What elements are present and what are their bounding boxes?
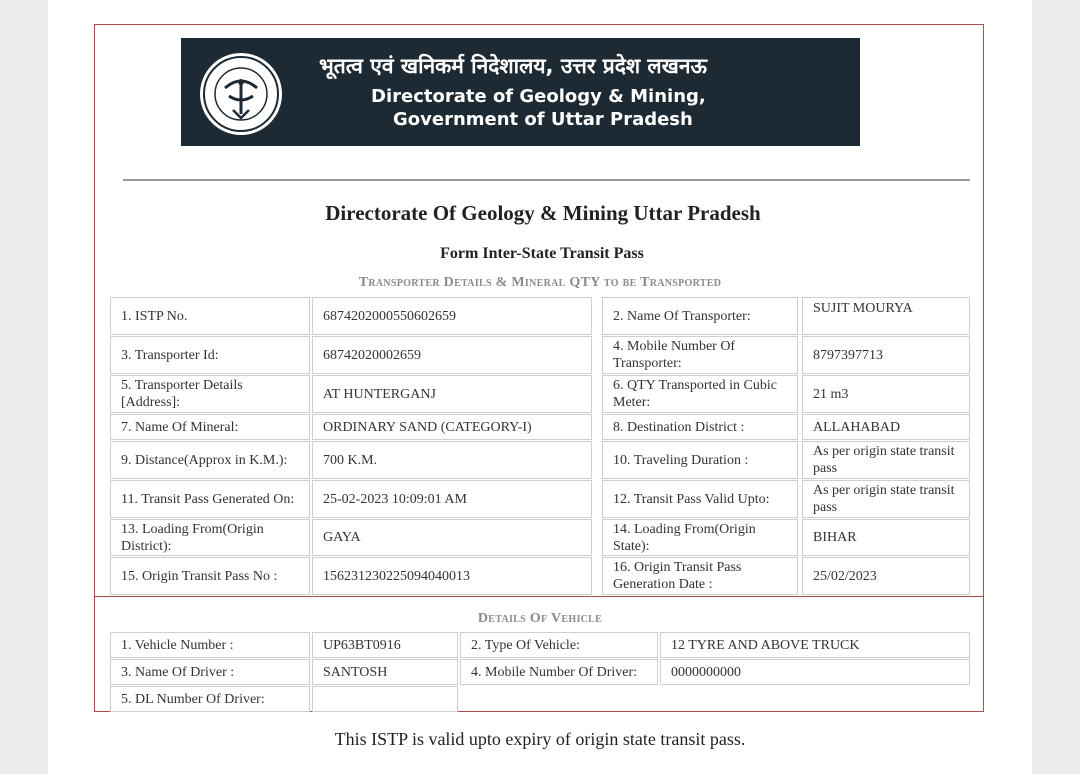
form-subtitle: Form Inter-State Transit Pass (440, 245, 644, 262)
vehicle-section-heading: Details Of Vehicle (477, 611, 603, 626)
transporter-row-3-label-a: 5. Transporter Details [Address]: (110, 375, 310, 413)
transporter-row-1-label-b: 2. Name Of Transporter: (602, 297, 798, 335)
state-seal-icon (199, 52, 283, 136)
dl-number-value (312, 686, 458, 712)
transporter-row-8-value-b: 25/02/2023 (802, 557, 970, 595)
transporter-row-5-label-b: 10. Traveling Duration : (602, 441, 798, 479)
transporter-row-4-value-b: ALLAHABAD (802, 414, 970, 440)
vehicle-number-label: 1. Vehicle Number : (110, 632, 310, 658)
transporter-row-2-value-b: 8797397713 (802, 336, 970, 374)
transporter-row-3-value-a: AT HUNTERGANJ (312, 375, 592, 413)
transporter-row-7-label-a: 13. Loading From(Origin District): (110, 519, 310, 556)
transporter-row-4-value-a: ORDINARY SAND (CATEGORY-I) (312, 414, 592, 440)
transporter-section-heading: Transporter Details & Mineral QTY to be Transported (358, 275, 722, 290)
vehicle-type-value: 12 TYRE AND ABOVE TRUCK (660, 632, 970, 658)
transporter-row-1-label-a: 1. ISTP No. (110, 297, 310, 335)
vehicle-type-label: 2. Type Of Vehicle: (460, 632, 658, 658)
transporter-row-6-value-a: 25-02-2023 10:09:01 AM (312, 480, 592, 518)
header-english-line2: Government of Uttar Pradesh (393, 109, 693, 130)
driver-name-label: 3. Name Of Driver : (110, 659, 310, 685)
transporter-row-1-value-b: SUJIT MOURYA (802, 297, 970, 335)
header-english-line1: Directorate of Geology & Mining, (371, 86, 706, 107)
header-hindi-title: भूतत्व एवं खनिकर्म निदेशालय, उत्तर प्रदेश लखनऊ (319, 54, 707, 78)
transporter-row-7-value-a: GAYA (312, 519, 592, 556)
transporter-row-2-label-b: 4. Mobile Number Of Transporter: (602, 336, 798, 374)
transporter-row-1-value-a: 6874202000550602659 (312, 297, 592, 335)
transporter-row-4-label-a: 7. Name Of Mineral: (110, 414, 310, 440)
vehicle-number-value: UP63BT0916 (312, 632, 458, 658)
transporter-row-5-label-a: 9. Distance(Approx in K.M.): (110, 441, 310, 479)
driver-name-value: SANTOSH (312, 659, 458, 685)
transporter-row-4-label-b: 8. Destination District : (602, 414, 798, 440)
form-title: Directorate Of Geology & Mining Uttar Pradesh (325, 201, 761, 225)
header-banner (181, 38, 860, 146)
transporter-row-2-value-a: 68742020002659 (312, 336, 592, 374)
transporter-row-5-value-b: As per origin state transit pass (802, 441, 970, 479)
section-divider (94, 596, 984, 597)
transporter-row-2-label-a: 3. Transporter Id: (110, 336, 310, 374)
transporter-row-7-value-b: BIHAR (802, 519, 970, 556)
transporter-row-6-label-a: 11. Transit Pass Generated On: (110, 480, 310, 518)
validity-note: This ISTP is valid upto expiry of origin state transit pass. (334, 729, 746, 749)
transporter-row-6-value-b: As per origin state transit pass (802, 480, 970, 518)
transporter-row-8-value-a: 156231230225094040013 (312, 557, 592, 595)
driver-mobile-value: 0000000000 (660, 659, 970, 685)
transporter-row-6-label-b: 12. Transit Pass Valid Upto: (602, 480, 798, 518)
driver-mobile-label: 4. Mobile Number Of Driver: (460, 659, 658, 685)
transporter-row-8-label-a: 15. Origin Transit Pass No : (110, 557, 310, 595)
transporter-row-8-label-b: 16. Origin Transit Pass Generation Date : (602, 557, 798, 595)
transporter-row-3-value-b: 21 m3 (802, 375, 970, 413)
header-divider (123, 179, 970, 181)
transporter-row-5-value-a: 700 K.M. (312, 441, 592, 479)
transporter-row-3-label-b: 6. QTY Transported in Cubic Meter: (602, 375, 798, 413)
transporter-row-7-label-b: 14. Loading From(Origin State): (602, 519, 798, 556)
dl-number-label: 5. DL Number Of Driver: (110, 686, 310, 712)
